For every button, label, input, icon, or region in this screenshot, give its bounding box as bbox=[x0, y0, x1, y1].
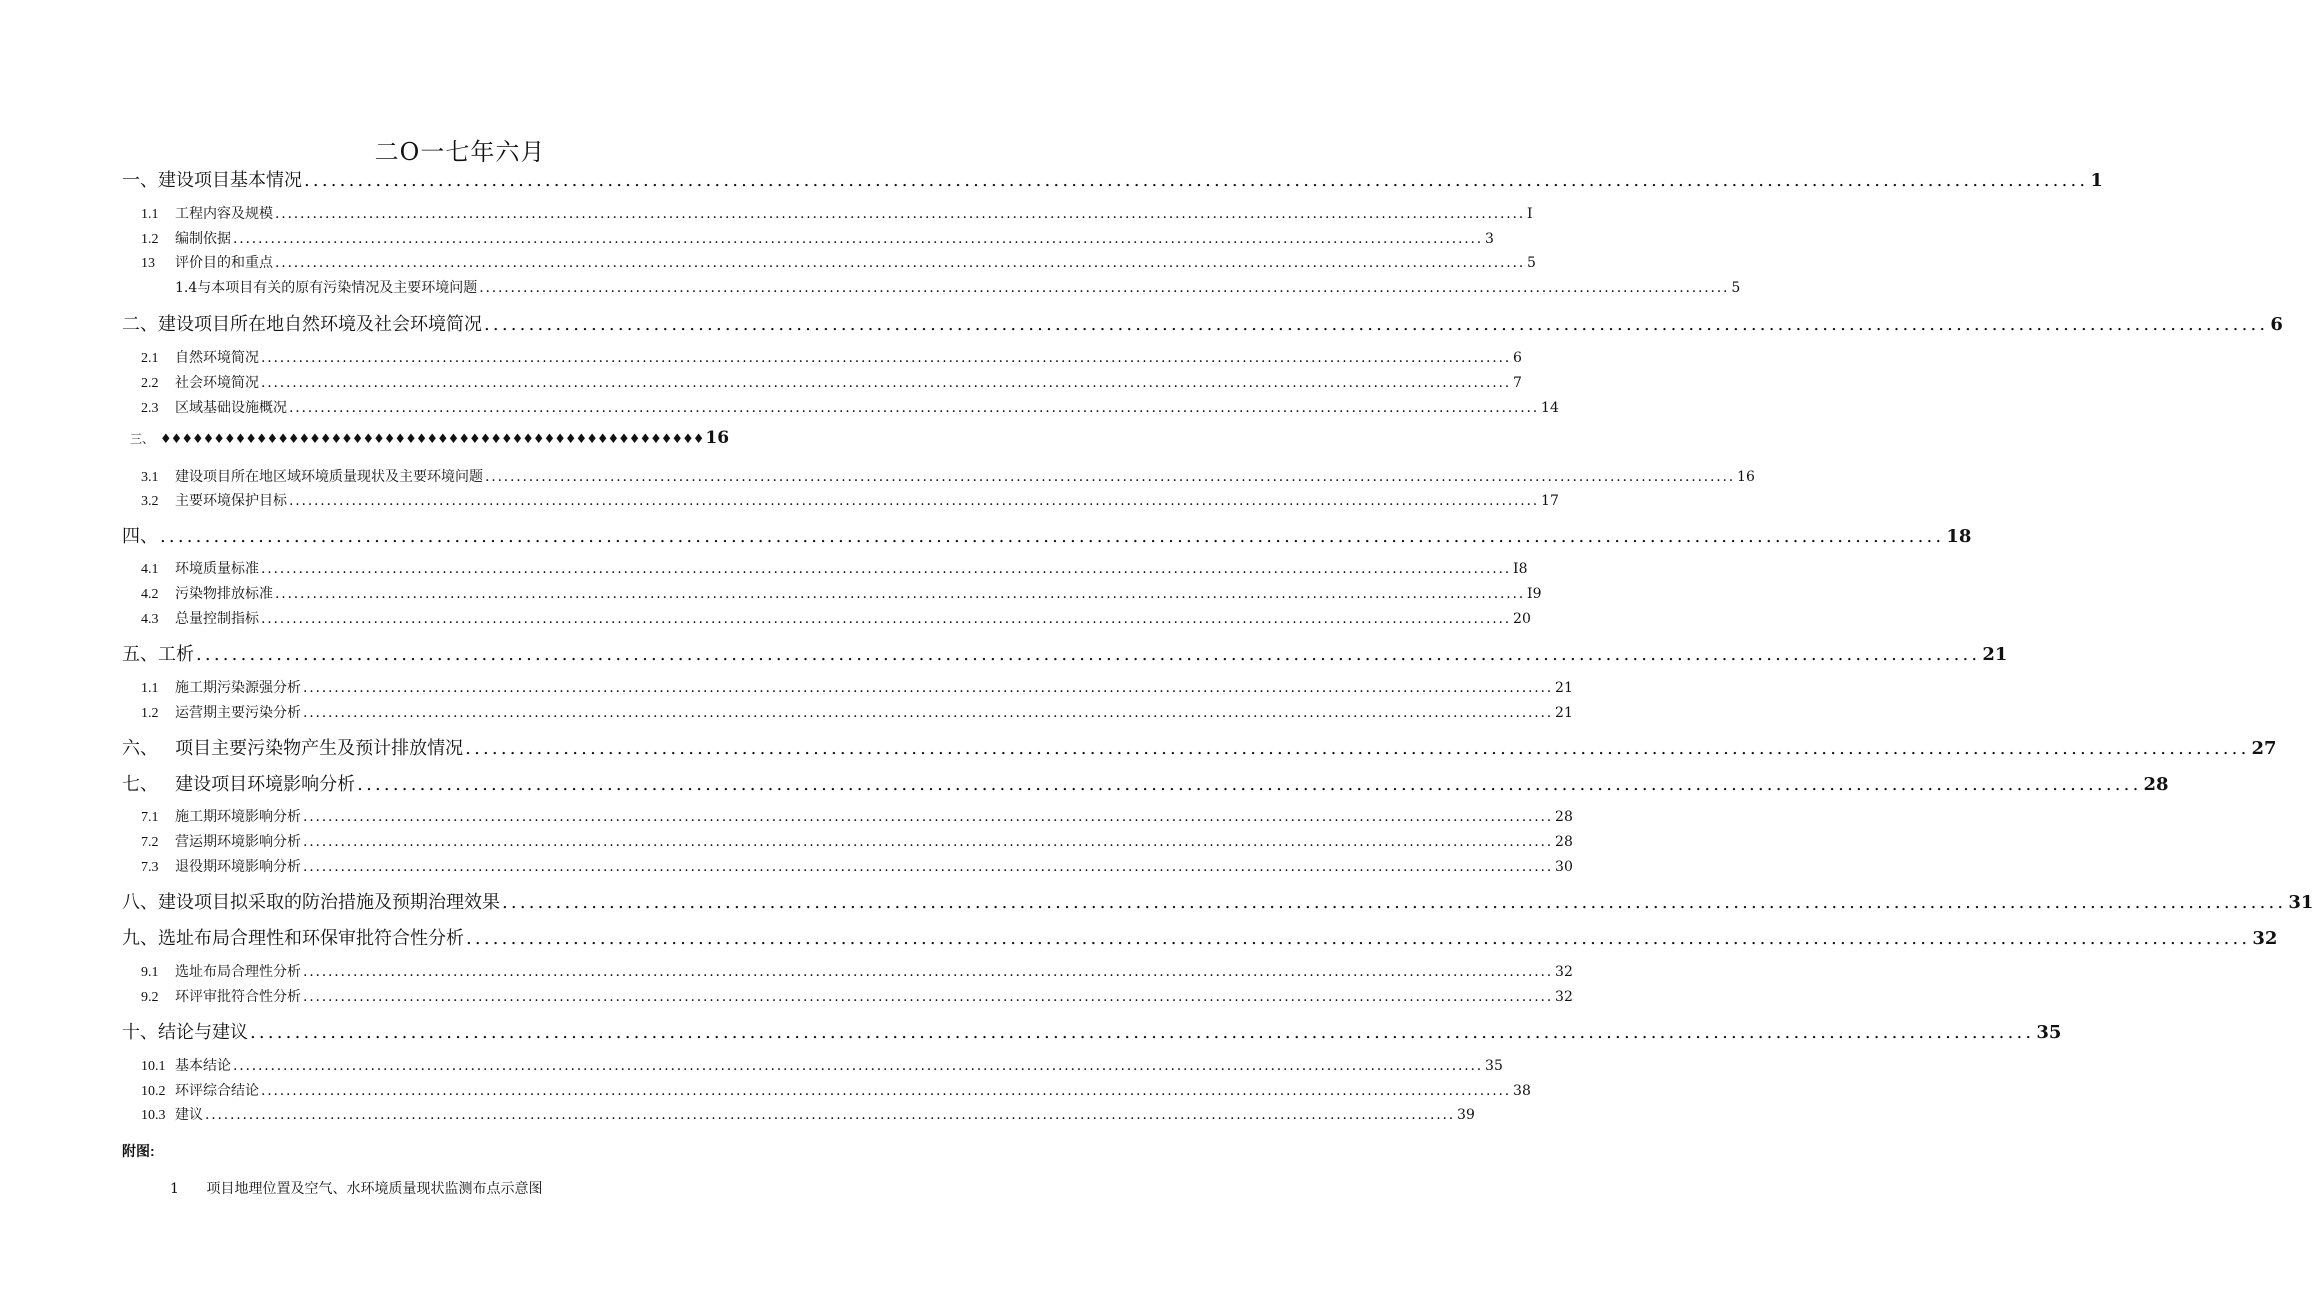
toc-label bbox=[141, 397, 287, 417]
toc-page-number: 30 bbox=[1555, 859, 1573, 875]
dot-leader: ........................................................................................................................................................................................................ bbox=[275, 206, 1526, 222]
toc-number: 4.2 bbox=[141, 587, 159, 602]
toc-page-number: I9 bbox=[1527, 586, 1542, 602]
toc-label bbox=[141, 1080, 259, 1100]
dot-leader: ........................................................................................................................................................................................................ bbox=[479, 280, 1730, 296]
toc-label bbox=[141, 961, 301, 981]
toc-title: 六、 项目主要污染物产生及预计排放情况 bbox=[122, 738, 464, 759]
toc-label bbox=[141, 583, 273, 603]
toc-label bbox=[141, 347, 259, 367]
toc-page-number: I8 bbox=[1513, 561, 1528, 577]
dot-leader: ........................................................................................................................................................................................................ bbox=[250, 1022, 2035, 1043]
toc-entry-sub bbox=[141, 252, 1536, 272]
dot-leader: ........................................................................................................................................................................................................ bbox=[303, 859, 1554, 875]
toc-entry-sub bbox=[141, 702, 1573, 722]
toc-title: 九、选址布局合理性和环保审批符合性分析 bbox=[122, 928, 464, 949]
dot-leader: ........................................................................................................................................................................................................ bbox=[303, 680, 1554, 696]
toc-number: 2.3 bbox=[141, 401, 159, 416]
dot-leader: ........................................................................................................................................................................................................ bbox=[233, 1058, 1484, 1074]
dot-leader: ........................................................................................................................................................................................................ bbox=[196, 644, 1981, 665]
toc-page-number: 1 bbox=[2090, 170, 2103, 191]
toc-entry-main bbox=[122, 734, 2277, 760]
toc-page-number: 21 bbox=[1982, 644, 2008, 665]
toc-label bbox=[141, 252, 273, 272]
toc-title: 建议 bbox=[175, 1107, 203, 1123]
toc-entry-main bbox=[122, 522, 1972, 548]
dot-leader: ........................................................................................................................................................................................................ bbox=[303, 989, 1554, 1005]
toc-title: 基本结论 bbox=[175, 1058, 231, 1074]
toc-number: 2.2 bbox=[141, 376, 159, 391]
toc-page-number: 6 bbox=[2270, 314, 2283, 335]
toc-page-number: 17 bbox=[1541, 493, 1559, 509]
toc-entry-sub bbox=[141, 608, 1531, 628]
dot-leader: ........................................................................................................................................................................................................ bbox=[275, 586, 1526, 602]
toc-number: 4.1 bbox=[141, 562, 159, 577]
figures-heading: 附图: bbox=[122, 1143, 155, 1159]
toc-title: 运营期主要污染分析 bbox=[175, 705, 301, 721]
toc-entry-sub bbox=[141, 986, 1573, 1006]
toc-entry-sub bbox=[141, 228, 1494, 248]
dot-leader: ........................................................................................................................................................................................................ bbox=[261, 375, 1512, 391]
toc-title: 一、建设项目基本情况 bbox=[122, 170, 302, 191]
dot-leader: ........................................................................................................................................................................................................ bbox=[303, 964, 1554, 980]
toc-page-number: 32 bbox=[2252, 928, 2278, 949]
toc-page-number: 3 bbox=[1485, 231, 1494, 247]
toc-page-number: 39 bbox=[1457, 1107, 1475, 1123]
dot-leader: ........................................................................................................................................................................................................ bbox=[485, 469, 1736, 485]
toc-label bbox=[122, 924, 464, 950]
toc-entry-main bbox=[122, 166, 2103, 192]
toc-label bbox=[141, 372, 259, 392]
toc-number: 1.1 bbox=[141, 207, 159, 222]
toc-entry-sub bbox=[141, 1055, 1503, 1075]
toc-number: 10.3 bbox=[141, 1108, 166, 1123]
figure-number: 1 bbox=[170, 1181, 179, 1197]
toc-entry-sub bbox=[141, 677, 1573, 697]
toc-label bbox=[122, 522, 158, 548]
toc-page-number: I bbox=[1527, 206, 1533, 222]
toc-entry-sub bbox=[141, 347, 1522, 367]
toc-title: 自然环境简况 bbox=[175, 350, 259, 366]
toc-page-number: 35 bbox=[2036, 1022, 2062, 1043]
toc-title: 区域基础设施概况 bbox=[175, 400, 287, 416]
toc-page-number: 16 bbox=[1737, 469, 1755, 485]
toc-title: 十、结论与建议 bbox=[122, 1022, 248, 1043]
toc-label bbox=[122, 640, 194, 666]
toc-title: 建设项目所在地区域环境质量现状及主要环境问题 bbox=[175, 469, 483, 485]
toc-title: 二、建设项目所在地自然环境及社会环境简况 bbox=[122, 314, 482, 335]
toc-entry-sub bbox=[141, 806, 1573, 826]
toc-entry-sub bbox=[141, 961, 1573, 981]
toc-page-number: 20 bbox=[1513, 611, 1531, 627]
toc-title: 工程内容及规模 bbox=[175, 206, 273, 222]
toc-entry-sub bbox=[141, 1104, 1475, 1124]
dot-leader: ........................................................................................................................................................................................................ bbox=[233, 231, 1484, 247]
dot-leader: ........................................................................................................................................................................................................ bbox=[303, 809, 1554, 825]
dot-leader: ........................................................................................................................................................................................................ bbox=[275, 255, 1526, 271]
toc-title: 主要环境保护目标 bbox=[175, 493, 287, 509]
toc-label bbox=[141, 856, 301, 876]
figure-item bbox=[170, 1178, 542, 1198]
toc-title: 八、建设项目拟采取的防治措施及预期治理效果 bbox=[122, 892, 500, 913]
dot-leader: ........................................................................................................................................................................................................ bbox=[502, 892, 2287, 913]
toc-title: 七、 建设项目环境影响分析 bbox=[122, 774, 356, 795]
toc-label bbox=[122, 770, 355, 796]
dot-leader: ........................................................................................................................................................................................................ bbox=[160, 526, 1945, 547]
toc-entry-main bbox=[122, 640, 2008, 666]
toc-number: 9.1 bbox=[141, 965, 159, 980]
toc-page-number: 27 bbox=[2251, 738, 2277, 759]
section-3-number: 三、 bbox=[130, 432, 155, 446]
toc-page-number: 32 bbox=[1555, 964, 1573, 980]
toc-entry-sub bbox=[141, 558, 1528, 578]
toc-page-number: 35 bbox=[1485, 1058, 1503, 1074]
toc-title: 污染物排放标准 bbox=[175, 586, 273, 602]
toc-number: 1.2 bbox=[141, 232, 159, 247]
toc-label bbox=[141, 203, 273, 223]
toc-entry-main bbox=[122, 1018, 2062, 1044]
toc-label bbox=[141, 986, 301, 1006]
toc-entry-sub bbox=[141, 466, 1755, 486]
toc-label bbox=[141, 806, 301, 826]
figure-label: 项目地理位置及空气、水环境质量现状监测布点示意图 bbox=[206, 1181, 543, 1197]
toc-page-number: 21 bbox=[1555, 705, 1573, 721]
toc-entry-sub bbox=[141, 372, 1522, 392]
dot-leader: ........................................................................................................................................................................................................ bbox=[303, 705, 1554, 721]
diamond-leader: ♦♦♦♦♦♦♦♦♦♦♦♦♦♦♦♦♦♦♦♦♦♦♦♦♦♦♦♦♦♦♦♦♦♦♦♦♦♦♦♦♦♦♦♦♦♦♦♦♦♦♦ bbox=[160, 432, 704, 447]
toc-title: 环评审批符合性分析 bbox=[175, 989, 301, 1005]
dot-leader: ........................................................................................................................................................................................................ bbox=[261, 1083, 1512, 1099]
toc-entry-sub bbox=[141, 490, 1559, 510]
toc-number: 10.1 bbox=[141, 1059, 166, 1074]
toc-entry-main bbox=[122, 924, 2278, 950]
dot-leader: ........................................................................................................................................................................................................ bbox=[303, 834, 1554, 850]
toc-entry-sub bbox=[141, 203, 1533, 223]
toc-label bbox=[122, 310, 482, 336]
toc-entry-sub bbox=[141, 1080, 1531, 1100]
toc-title: 总量控制指标 bbox=[175, 611, 259, 627]
toc-title: 社会环境简况 bbox=[175, 375, 259, 391]
toc-number: 7.3 bbox=[141, 860, 159, 875]
toc-entry-sub bbox=[141, 831, 1573, 851]
toc-page-number: 18 bbox=[1946, 526, 1972, 547]
toc-page-number: 7 bbox=[1513, 375, 1522, 391]
toc-label bbox=[122, 166, 302, 192]
toc-page-number: 28 bbox=[2143, 774, 2169, 795]
toc-entry-sub bbox=[141, 397, 1559, 417]
toc-label bbox=[141, 1104, 203, 1124]
toc-title: 施工期环境影响分析 bbox=[175, 809, 301, 825]
dot-leader: ........................................................................................................................................................................................................ bbox=[289, 493, 1540, 509]
toc-page-number: 28 bbox=[1555, 834, 1573, 850]
toc-title: 五、工析 bbox=[122, 644, 194, 665]
toc-entry-section-3 bbox=[130, 428, 730, 448]
toc-page-number: 5 bbox=[1731, 280, 1741, 296]
dot-leader: ........................................................................................................................................................................................................ bbox=[304, 170, 2089, 191]
toc-entry-sub bbox=[141, 856, 1573, 876]
toc-title: 四、 bbox=[122, 526, 158, 547]
toc-label bbox=[141, 1055, 231, 1075]
toc-label bbox=[141, 702, 301, 722]
toc-title: 退役期环境影响分析 bbox=[175, 859, 301, 875]
dot-leader: ........................................................................................................................................................................................................ bbox=[466, 928, 2251, 949]
toc-number: 13 bbox=[141, 256, 155, 271]
toc-number: 10.2 bbox=[141, 1084, 166, 1099]
toc-entry-sub bbox=[141, 583, 1542, 603]
toc-title: 营运期环境影响分析 bbox=[175, 834, 301, 850]
toc-number: 7.2 bbox=[141, 835, 159, 850]
dot-leader: ........................................................................................................................................................................................................ bbox=[484, 314, 2269, 335]
toc-page-number: 38 bbox=[1513, 1083, 1531, 1099]
toc-title: 施工期污染源强分析 bbox=[175, 680, 301, 696]
toc-number: 2.1 bbox=[141, 351, 159, 366]
toc-page-number: 16 bbox=[705, 428, 730, 448]
toc-label bbox=[141, 490, 287, 510]
toc-label bbox=[122, 888, 500, 914]
toc-page-number: 21 bbox=[1555, 680, 1573, 696]
toc-number: 3.2 bbox=[141, 494, 159, 509]
toc-label bbox=[141, 558, 259, 578]
document-title: 二O一七年六月 bbox=[374, 138, 546, 166]
toc-page-number: 5 bbox=[1527, 255, 1536, 271]
toc-entry-sub bbox=[141, 277, 1741, 297]
toc-number: 4.3 bbox=[141, 612, 159, 627]
toc-page-number: 31 bbox=[2288, 892, 2313, 913]
dot-leader: ........................................................................................................................................................................................................ bbox=[261, 611, 1512, 627]
toc-number: 3.1 bbox=[141, 470, 159, 485]
toc-page-number: 6 bbox=[1513, 350, 1522, 366]
toc-number: 7.1 bbox=[141, 810, 159, 825]
toc-label bbox=[141, 831, 301, 851]
toc-title: 1.4与本项目有关的原有污染情况及主要环境问题 bbox=[175, 280, 478, 296]
dot-leader: ........................................................................................................................................................................................................ bbox=[205, 1107, 1456, 1123]
toc-label bbox=[141, 608, 259, 628]
toc-label bbox=[141, 228, 231, 248]
toc-number: 1.2 bbox=[141, 706, 159, 721]
dot-leader: ........................................................................................................................................................................................................ bbox=[465, 738, 2250, 759]
toc-title: 环境质量标准 bbox=[175, 561, 259, 577]
toc-title: 选址布局合理性分析 bbox=[175, 964, 301, 980]
toc-number: 1.1 bbox=[141, 681, 159, 696]
toc-entry-main bbox=[122, 770, 2169, 796]
toc-page-number: 28 bbox=[1555, 809, 1573, 825]
toc-entry-main bbox=[122, 310, 2283, 336]
dot-leader: ........................................................................................................................................................................................................ bbox=[357, 774, 2142, 795]
toc-label bbox=[122, 1018, 248, 1044]
toc-page-number: 32 bbox=[1555, 989, 1573, 1005]
toc-label bbox=[141, 277, 477, 297]
toc-number: 9.2 bbox=[141, 990, 159, 1005]
dot-leader: ........................................................................................................................................................................................................ bbox=[261, 350, 1512, 366]
toc-label bbox=[122, 734, 463, 760]
dot-leader: ........................................................................................................................................................................................................ bbox=[289, 400, 1540, 416]
toc-title: 评价目的和重点 bbox=[175, 255, 273, 271]
toc-label bbox=[141, 677, 301, 697]
toc-title: 环评综合结论 bbox=[175, 1083, 259, 1099]
toc-title: 编制依据 bbox=[175, 231, 231, 247]
toc-label bbox=[141, 466, 483, 486]
toc-page-number: 14 bbox=[1541, 400, 1559, 416]
toc-entry-main bbox=[122, 888, 2313, 914]
dot-leader: ........................................................................................................................................................................................................ bbox=[261, 561, 1512, 577]
